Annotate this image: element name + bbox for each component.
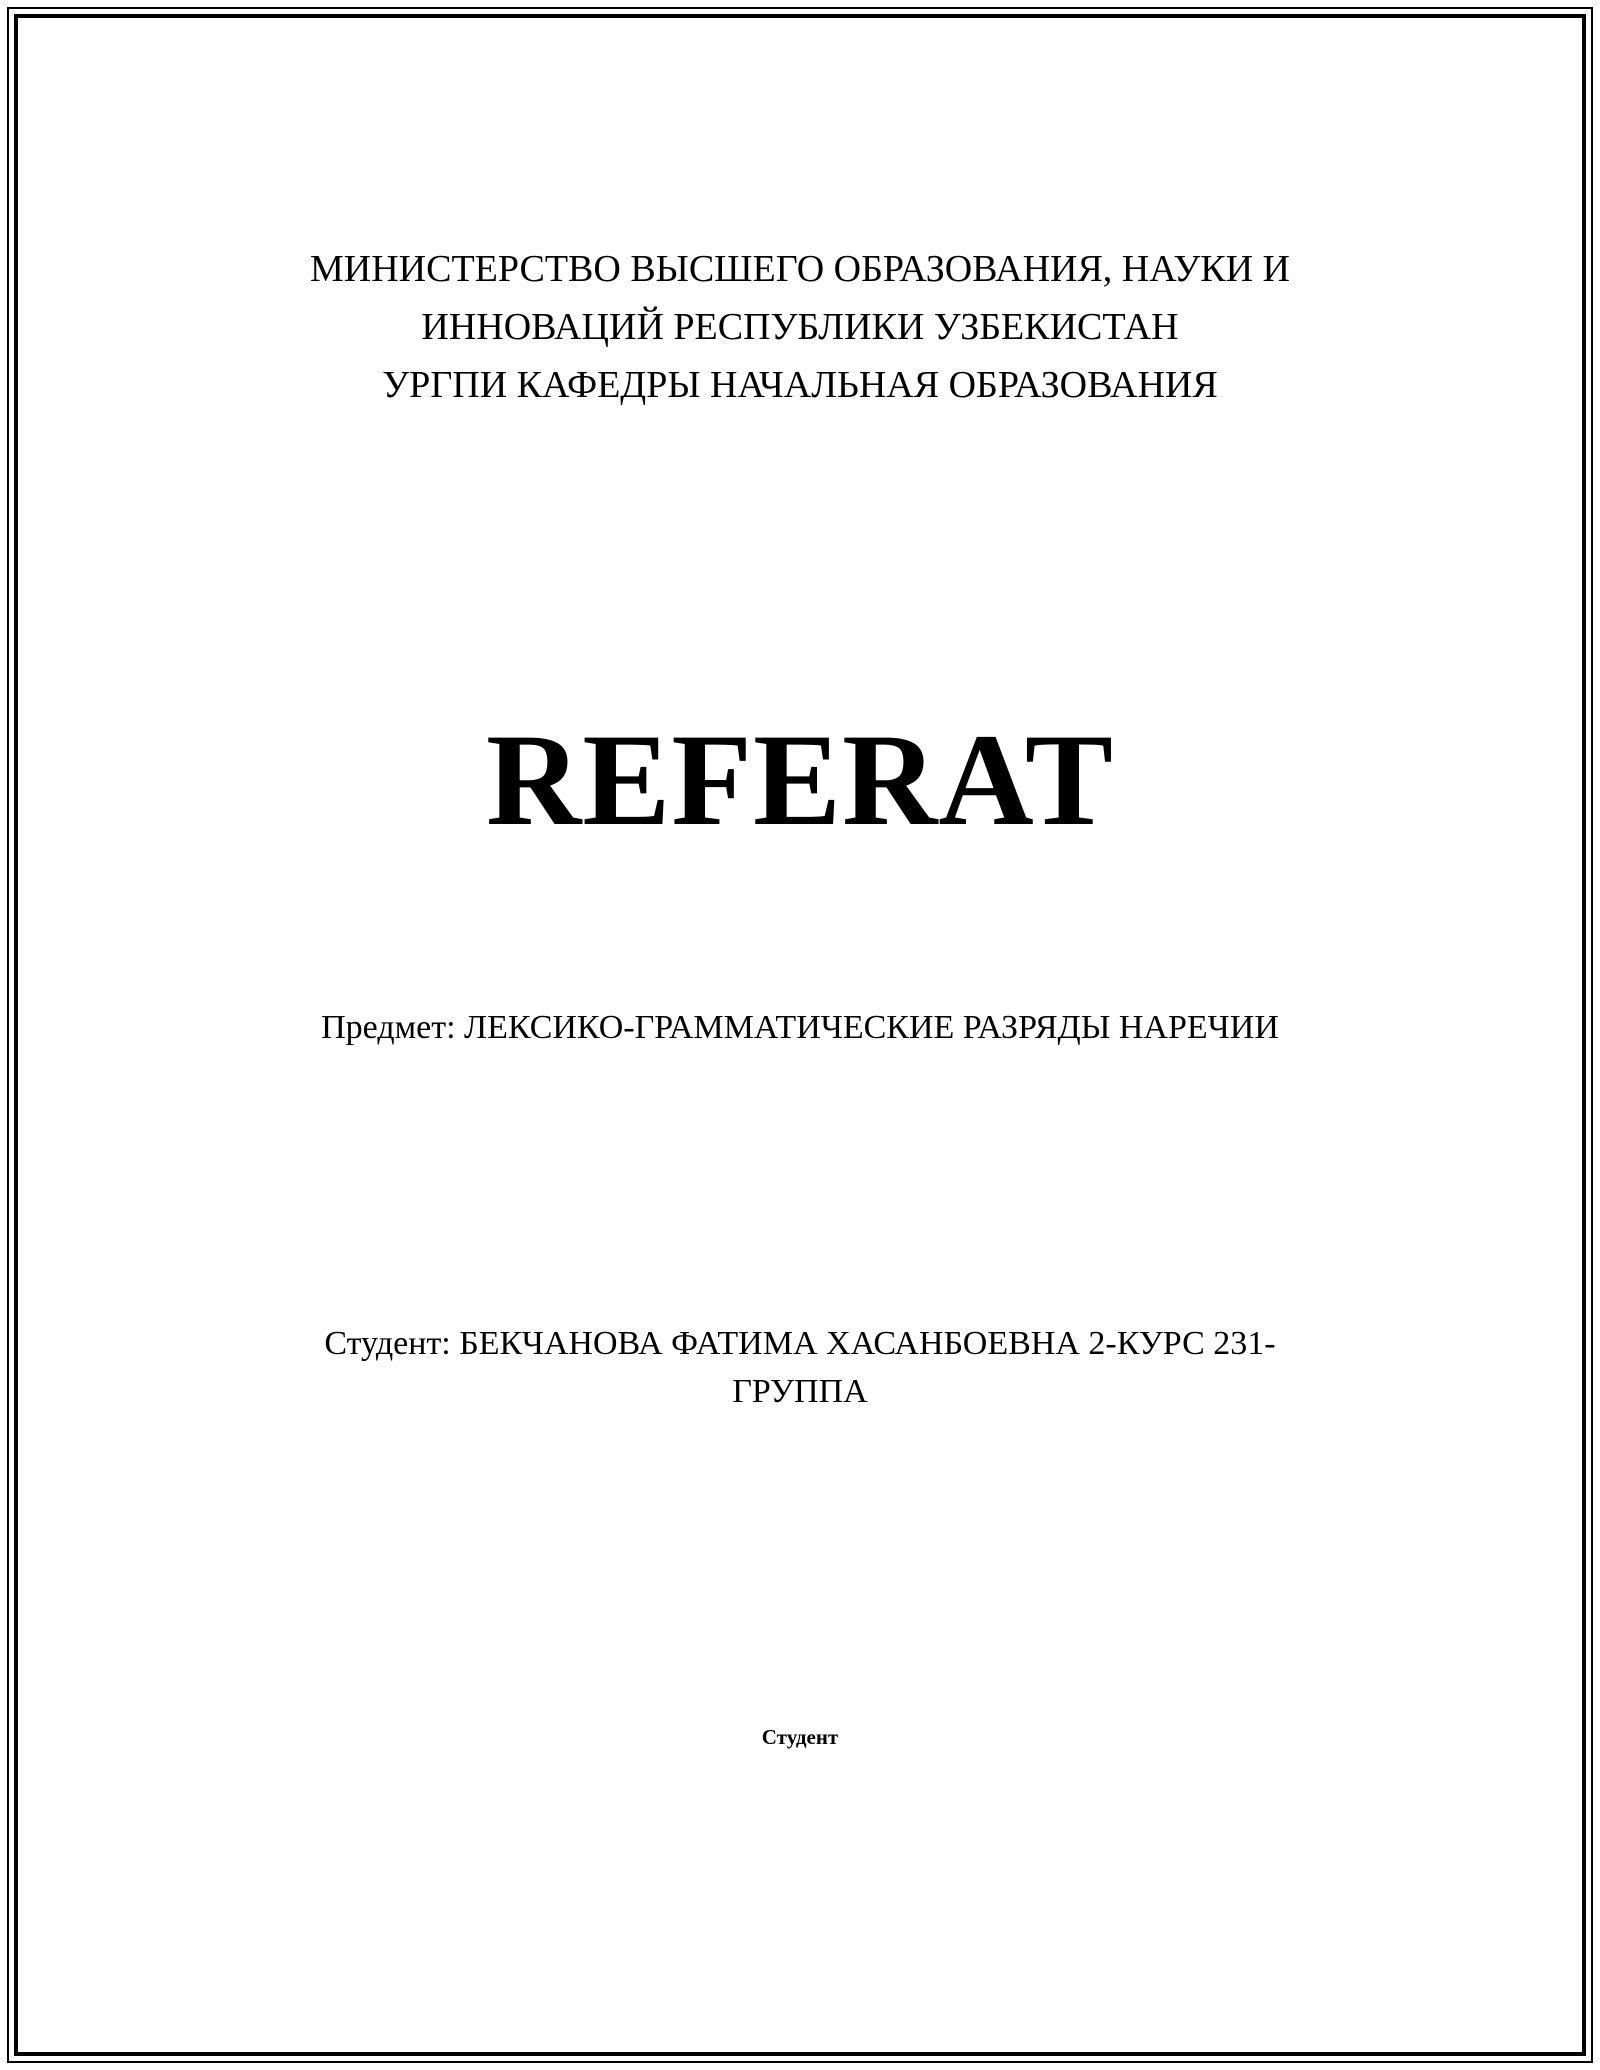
ministry-header bbox=[0, 240, 1600, 414]
header-line-3: УРГПИ КАФЕДРЫ НАЧАЛЬНАЯ ОБРАЗОВАНИЯ bbox=[382, 364, 1218, 406]
footer-student-label: Студент bbox=[761, 1725, 839, 1749]
subject-line: Предмет: ЛЕКСИКО-ГРАММАТИЧЕСКИЕ РАЗРЯДЫ НАРЕЧИИ bbox=[321, 1009, 1279, 1046]
document-title: REFERAT bbox=[486, 706, 1114, 853]
header-line-1: МИНИСТЕРСТВО ВЫСШЕГО ОБРАЗОВАНИЯ, НАУКИ И bbox=[310, 248, 1290, 290]
header-line-2: ИННОВАЦИЙ РЕСПУБЛИКИ УЗБЕКИСТАН bbox=[421, 306, 1179, 348]
student-info: Студент: БЕКЧАНОВА ФАТИМА ХАСАНБОЕВНА 2-КУРС 231-ГРУППА bbox=[324, 1325, 1276, 1410]
